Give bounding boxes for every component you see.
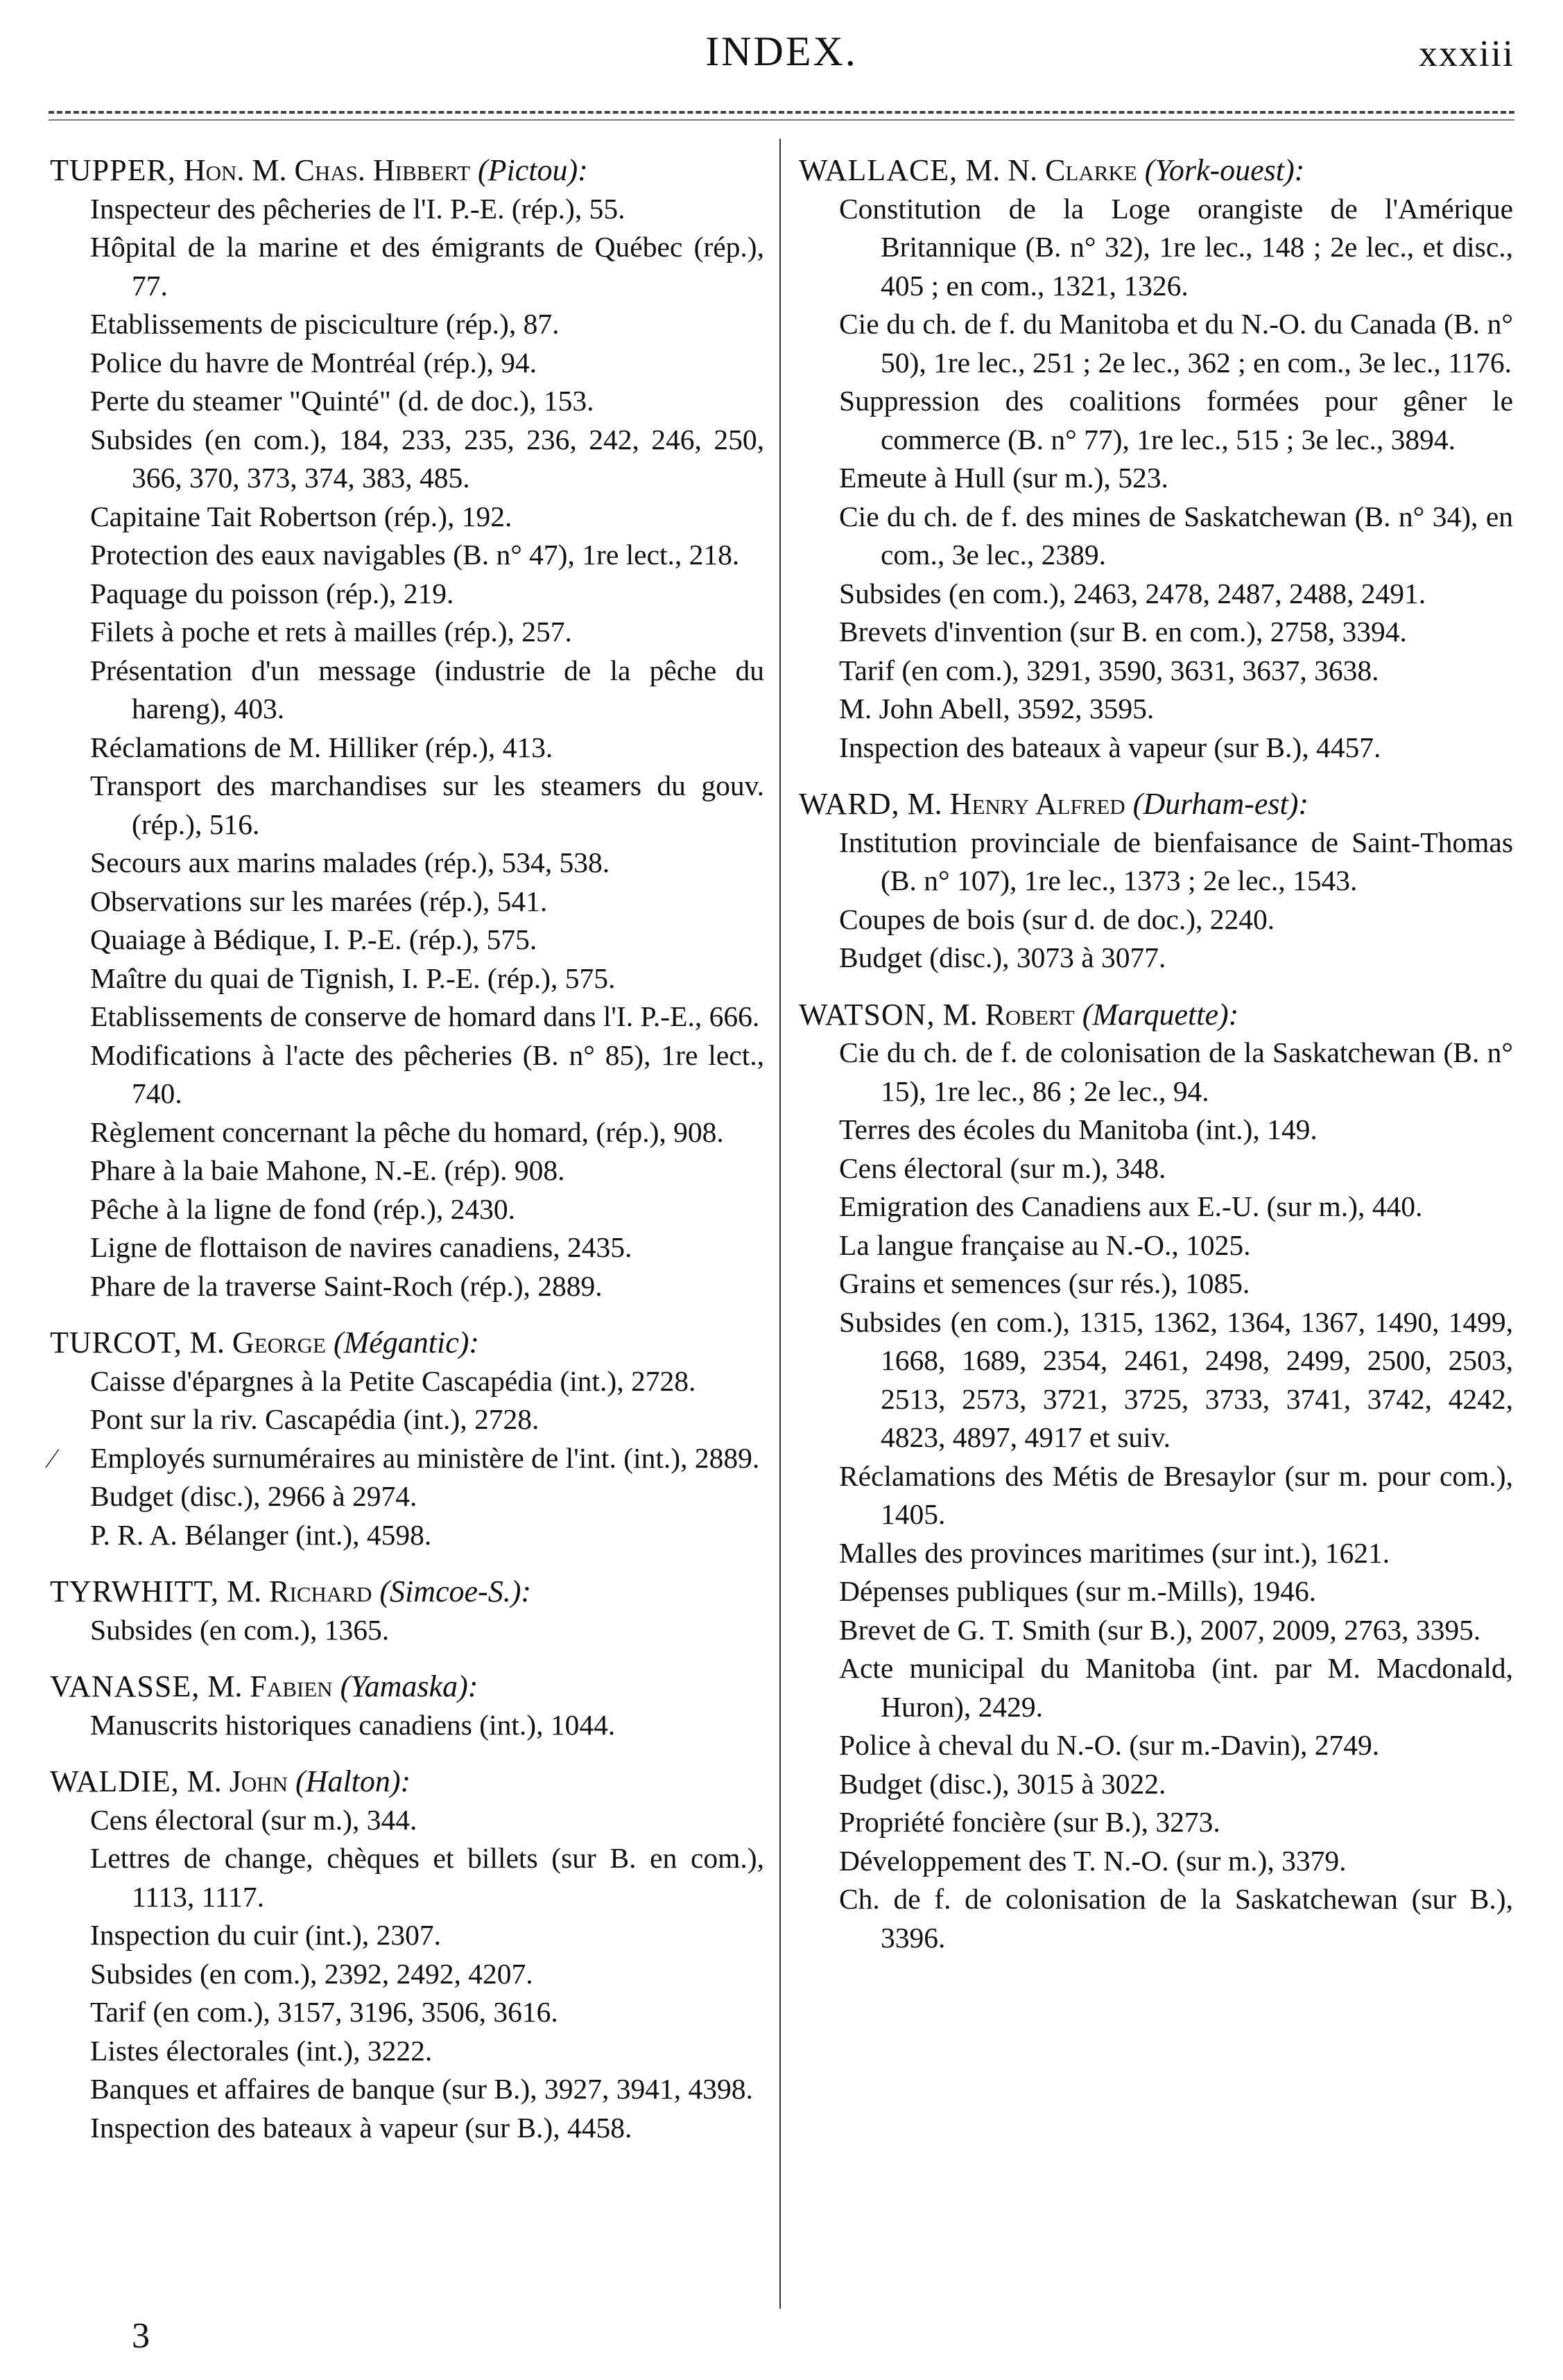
index-item: Secours aux marins malades (rép.), 534, 538. bbox=[90, 846, 610, 878]
member-surname: TYRWHITT, bbox=[50, 1574, 220, 1608]
index-item: Institution provinciale de bienfaisance de Saint-Thomas (B. n° 107), 1re lec., 1373 ; 2e lec., 1543. bbox=[839, 826, 1513, 896]
member-riding: (Durham-est): bbox=[1132, 787, 1309, 821]
index-item: Inspection des bateaux à vapeur (sur B.), 4457. bbox=[839, 731, 1381, 763]
index-item: Etablissements de conserve de homard dans l'I. P.-E., 666. bbox=[90, 1000, 760, 1032]
margin-tick-mark: ⁄ bbox=[50, 1443, 55, 1474]
index-item: Inspection du cuir (int.), 2307. bbox=[90, 1919, 441, 1951]
header-rule-secondary bbox=[49, 119, 1514, 121]
index-item: Propriété foncière (sur B.), 3273. bbox=[839, 1806, 1220, 1838]
index-entry bbox=[50, 151, 764, 1305]
index-item: Cie du ch. de f. des mines de Saskatchewan (B. n° 34), en com., 3e lec., 2389. bbox=[839, 500, 1513, 571]
index-item: Inspecteur des pêcheries de l'I. P.-E. (rép.), 55. bbox=[90, 192, 625, 225]
column-divider bbox=[779, 139, 781, 2309]
index-item: Réclamations des Métis de Bresaylor (sur m. pour com.), 1405. bbox=[839, 1459, 1513, 1530]
index-item: Capitaine Tait Robertson (rép.), 192. bbox=[90, 500, 512, 532]
index-item: Subsides (en com.), 2392, 2492, 4207. bbox=[90, 1957, 533, 1990]
index-item: M. John Abell, 3592, 3595. bbox=[839, 693, 1155, 724]
index-item: Tarif (en com.), 3291, 3590, 3631, 3637, 3638. bbox=[839, 654, 1379, 686]
index-item: Constitution de la Loge orangiste de l'Amérique Britannique (B. n° 32), 1re lec., 148 ; 2e lec., et disc., 405 ; en com., 1321, 1326. bbox=[839, 192, 1513, 302]
index-item: Présentation d'un message (industrie de la pêche du hareng), 403. bbox=[90, 654, 764, 724]
member-given-name: M. George bbox=[189, 1326, 326, 1360]
index-item: Observations sur les marées (rép.), 541. bbox=[90, 885, 548, 917]
index-entry bbox=[799, 785, 1513, 978]
index-item: Ch. de f. de colonisation de la Saskatchewan (sur B.), 3396. bbox=[839, 1883, 1513, 1954]
index-item: Cens électoral (sur m.), 344. bbox=[90, 1803, 417, 1836]
index-item: Manuscrits historiques canadiens (int.), 1044. bbox=[90, 1708, 616, 1741]
member-riding: (Mégantic): bbox=[333, 1326, 480, 1360]
member-surname: WALDIE, bbox=[50, 1764, 180, 1798]
index-item: Listes électorales (int.), 3222. bbox=[90, 2034, 433, 2067]
index-item: Cens électoral (sur m.), 348. bbox=[839, 1152, 1166, 1184]
member-given-name: M. Henry Alfred bbox=[907, 787, 1125, 821]
member-heading bbox=[50, 1762, 764, 1801]
index-item: Transport des marchandises sur les steamers du gouv. (rép.), 516. bbox=[90, 770, 764, 840]
member-given-name: Hon. M. Chas. Hibbert bbox=[183, 153, 471, 187]
member-riding: (Pictou): bbox=[478, 153, 588, 187]
index-item: Ligne de flottaison de navires canadiens, 2435. bbox=[90, 1231, 632, 1263]
index-item: Quaiage à Bédique, I. P.-E. (rép.), 575. bbox=[90, 923, 537, 955]
left-column bbox=[50, 151, 764, 2165]
member-riding: (Yamaska): bbox=[340, 1669, 478, 1703]
index-item: Filets à poche et rets à mailles (rép.), 257. bbox=[90, 616, 572, 648]
member-heading bbox=[50, 1323, 764, 1362]
index-item: Subsides (en com.), 2463, 2478, 2487, 2488, 2491. bbox=[839, 577, 1426, 609]
index-entry bbox=[50, 1762, 764, 2147]
index-entry bbox=[799, 996, 1513, 1958]
index-entry bbox=[50, 1572, 764, 1649]
index-item: Cie du ch. de f. de colonisation de la Saskatchewan (B. n° 15), 1re lec., 86 ; 2e lec., 94. bbox=[839, 1036, 1513, 1107]
index-item: Cie du ch. de f. du Manitoba et du N.-O. du Canada (B. n° 50), 1re lec., 251 ; 2e lec., 362 ; en com., 3e lec., 1176. bbox=[839, 308, 1513, 379]
member-surname: WATSON, bbox=[799, 997, 935, 1032]
member-heading bbox=[50, 1572, 764, 1611]
index-item: Banques et affaires de banque (sur B.), 3927, 3941, 4398. bbox=[90, 2073, 753, 2105]
index-item: Lettres de change, chèques et billets (sur B. en com.), 1113, 1117. bbox=[90, 1842, 764, 1913]
member-given-name: M. Robert bbox=[942, 997, 1075, 1032]
index-item: Police à cheval du N.-O. (sur m.-Davin), 2749. bbox=[839, 1729, 1380, 1761]
index-item: Règlement concernant la pêche du homard, (rép.), 908. bbox=[90, 1115, 724, 1148]
header-rule bbox=[49, 111, 1514, 114]
member-riding: (York-ouest): bbox=[1144, 153, 1305, 187]
index-item: Brevets d'invention (sur B. en com.), 2758, 3394. bbox=[839, 616, 1407, 648]
index-item: Suppression des coalitions formées pour gêner le commerce (B. n° 77), 1re lec., 515 ; 3e lec., 3894. bbox=[839, 385, 1513, 455]
index-item: Paquage du poisson (rép.), 219. bbox=[90, 577, 454, 609]
member-surname: WARD, bbox=[799, 787, 900, 821]
member-heading bbox=[799, 996, 1513, 1034]
index-item: Hôpital de la marine et des émigrants de Québec (rép.), 77. bbox=[90, 231, 764, 302]
member-given-name: M. N. Clarke bbox=[965, 153, 1137, 187]
index-item: Terres des écoles du Manitoba (int.), 149. bbox=[839, 1113, 1318, 1145]
index-item: Maître du quai de Tignish, I. P.-E. (rép.), 575. bbox=[90, 962, 616, 994]
index-item: Phare de la traverse Saint-Roch (rép.), 2889. bbox=[90, 1269, 603, 1302]
index-item: La langue française au N.-O., 1025. bbox=[839, 1228, 1251, 1261]
index-item: Modifications à l'acte des pêcheries (B. n° 85), 1re lect., 740. bbox=[90, 1039, 764, 1109]
index-item: Inspection des bateaux à vapeur (sur B.), 4458. bbox=[90, 2111, 632, 2144]
member-given-name: M. Richard bbox=[227, 1574, 372, 1608]
index-item: Emeute à Hull (sur m.), 523. bbox=[839, 462, 1168, 494]
index-item: Dépenses publiques (sur m.-Mills), 1946. bbox=[839, 1575, 1317, 1607]
index-item: Emigration des Canadiens aux E.-U. (sur m.), 440. bbox=[839, 1190, 1423, 1222]
index-item: Coupes de bois (sur d. de doc.), 2240. bbox=[839, 903, 1275, 935]
index-item: Tarif (en com.), 3157, 3196, 3506, 3616. bbox=[90, 1996, 558, 2028]
index-item: Budget (disc.), 3073 à 3077. bbox=[839, 941, 1166, 973]
index-item: Police du havre de Montréal (rép.), 94. bbox=[90, 346, 537, 379]
index-item: Subsides (en com.), 1315, 1362, 1364, 1367, 1490, 1499, 1668, 1689, 2354, 2461, 2498, 2499, 2500, 2503, 2513, 2573, 3721, 3725, 3733, 3741, 3742, 4242, 4823, 4897, 4917 et suiv. bbox=[839, 1305, 1513, 1453]
index-item: Phare à la baie Mahone, N.-E. (rép). 908. bbox=[90, 1154, 565, 1186]
member-heading bbox=[799, 785, 1513, 824]
member-riding: (Simcoe-S.): bbox=[379, 1574, 532, 1608]
index-entry bbox=[799, 151, 1513, 767]
index-item: Subsides (en com.), 184, 233, 235, 236, 242, 246, 250, 366, 370, 373, 374, 383, 485. bbox=[90, 423, 764, 494]
index-item: Brevet de G. T. Smith (sur B.), 2007, 2009, 2763, 3395. bbox=[839, 1613, 1481, 1646]
running-head bbox=[0, 28, 1563, 90]
index-item: Employés surnuméraires au ministère de l'int. (int.), 2889. bbox=[90, 1441, 760, 1474]
index-item: Grains et semences (sur rés.), 1085. bbox=[839, 1267, 1250, 1299]
index-item: Etablissements de pisciculture (rép.), 87. bbox=[90, 308, 560, 340]
member-surname: TURCOT, bbox=[50, 1326, 182, 1360]
member-surname: VANASSE, bbox=[50, 1669, 200, 1703]
index-item: Subsides (en com.), 1365. bbox=[90, 1613, 390, 1646]
index-entry bbox=[50, 1323, 764, 1554]
member-riding: (Marquette): bbox=[1082, 997, 1239, 1032]
member-surname: WALLACE, bbox=[799, 153, 958, 187]
right-column bbox=[799, 151, 1513, 1975]
index-item: Réclamations de M. Hilliker (rép.), 413. bbox=[90, 731, 553, 763]
index-item: Développement des T. N.-O. (sur m.), 3379. bbox=[839, 1844, 1347, 1877]
member-riding: (Halton): bbox=[295, 1764, 411, 1798]
member-given-name: M. Fabien bbox=[207, 1669, 333, 1703]
member-surname: TUPPER, bbox=[50, 153, 176, 187]
signature-mark: 3 bbox=[132, 2316, 150, 2356]
index-item: Budget (disc.), 3015 à 3022. bbox=[839, 1767, 1166, 1800]
page-title: INDEX. bbox=[705, 28, 858, 74]
index-item: P. R. A. Bélanger (int.), 4598. bbox=[90, 1518, 432, 1551]
index-item: Malles des provinces maritimes (sur int.), 1621. bbox=[839, 1536, 1390, 1569]
index-item: Perte du steamer "Quinté" (d. de doc.), 153. bbox=[90, 385, 594, 417]
index-item: Caisse d'épargnes à la Petite Cascapédia (int.), 2728. bbox=[90, 1364, 696, 1397]
index-item: Budget (disc.), 2966 à 2974. bbox=[90, 1480, 417, 1512]
member-heading bbox=[50, 1667, 764, 1706]
index-item: Protection des eaux navigables (B. n° 47), 1re lect., 218. bbox=[90, 539, 740, 571]
index-item: Acte municipal du Manitoba (int. par M. Macdonald, Huron), 2429. bbox=[839, 1652, 1513, 1723]
index-item: Pêche à la ligne de fond (rép.), 2430. bbox=[90, 1192, 516, 1225]
index-item: Pont sur la riv. Cascapédia (int.), 2728. bbox=[90, 1403, 539, 1435]
member-given-name: M. John bbox=[187, 1764, 288, 1798]
member-heading bbox=[799, 151, 1513, 190]
member-heading bbox=[50, 151, 764, 190]
page-number: xxxiii bbox=[1418, 33, 1514, 74]
index-entry bbox=[50, 1667, 764, 1744]
